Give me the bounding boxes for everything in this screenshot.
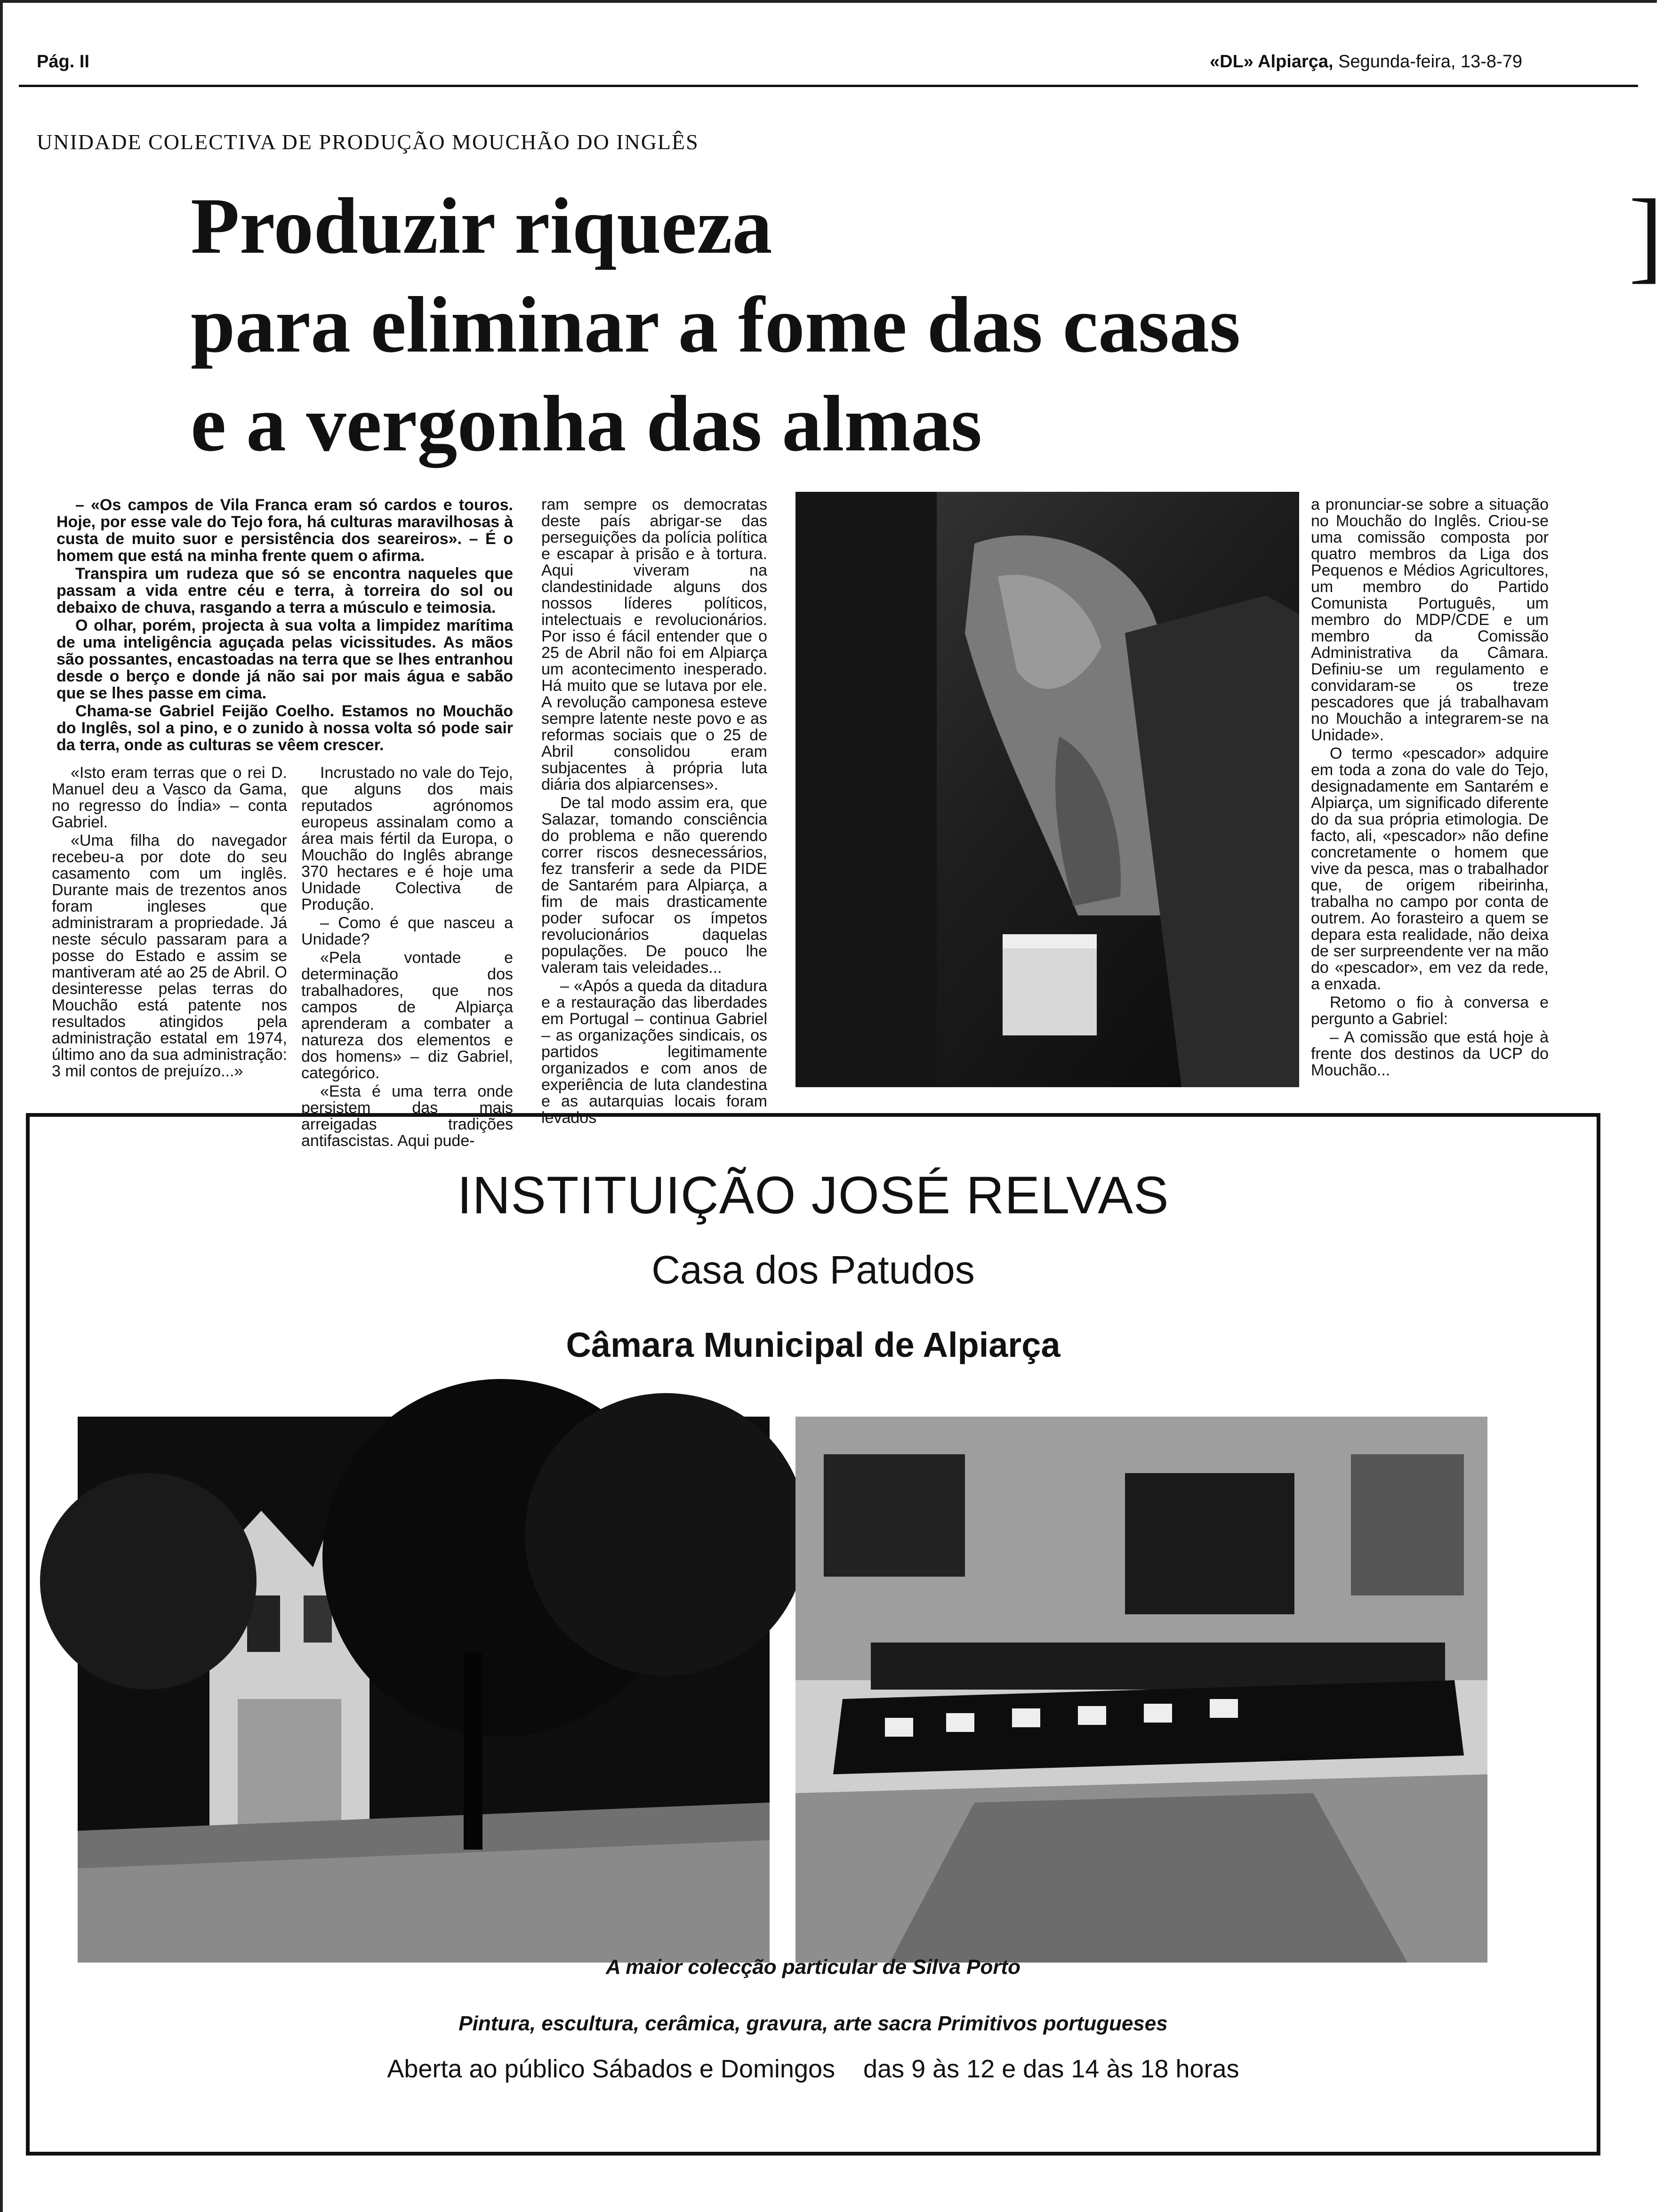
ad-hours-line	[26, 2054, 1600, 2084]
body-paragraph: ram sempre os democratas deste país abrigar-se das perseguições da polícia política e escapar à prisão e à tortura. Aqui viveram na clandestinidade alguns dos nossos líderes políticos, intelectuais e revolucionários. Por isso é fácil entender que o 25 de Abril não foi em Alpiarça um acontecimento inesperado. Há muito que se lutava por ele. A revolução camponesa esteve sempre latente neste povo e as reformas sociais que o 25 de Abril consolidou eram subjacentes à própria luta diária dos alpiarcenses».	[541, 496, 767, 793]
lead-paragraph: Transpira um rudeza que só se encontra naqueles que passam a vida entre céu e terra, à torreira do sol ou debaixo de chuva, rasgando a terra a músculo e teimosia.	[56, 565, 513, 617]
palace-exterior-photo	[78, 1417, 770, 1963]
body-paragraph: De tal modo assim era, que Salazar, tomando consciência do problema e não querendo correr riscos desnecessários, fez transferir a sede da PIDE de Santarém para Alpiarça, a fim de mais drasticamente poder sufocar os ímpetos revolucionários daquelas populações. De pouco lhe valeram tais veleidades...	[541, 794, 767, 977]
ad-subtitle: Casa dos Patudos	[651, 1248, 975, 1292]
article-lead	[56, 497, 513, 754]
body-paragraph: – Como é que nasceu a Unidade?	[301, 914, 513, 948]
article-column-2	[301, 765, 513, 1151]
body-paragraph: «Pela vontade e determinação dos trabalhadores, que nos campos de Alpiarça aprenderam a combater a natureza dos elementos e dos homens» – diz Gabriel, categórico.	[301, 949, 513, 1082]
article-column-4	[1311, 497, 1549, 1081]
header-rule	[19, 85, 1638, 87]
article-kicker: UNIDADE COLECTIVA DE PRODUÇÃO MOUCHÃO DO INGLÊS	[37, 130, 699, 154]
ad-title: INSTITUIÇÃO JOSÉ RELVAS	[457, 1166, 1169, 1225]
ad-municipality: Câmara Municipal de Alpiarça	[566, 1325, 1060, 1364]
body-paragraph: «Uma filha do navegador recebeu-a por dote do seu casamento com um inglês. Durante mais de trezentos anos foram ingleses que administraram a propriedade. Já neste século passaram para a posse do Estado e assim se mantiveram até ao 25 de Abril. O desinteresse pelas terras do Mouchão está patente nos resultados atingidos pela administração estatal em 1974, último ano da sua administração: 3 mil contos de prejuízo...»	[52, 832, 287, 1080]
lead-paragraph: Chama-se Gabriel Feijão Coelho. Estamos no Mouchão do Inglês, sol a pino, e o zunido à nossa volta só pode sair da terra, onde as culturas se vêem crescer.	[56, 702, 513, 754]
headline-line-3: e a vergonha das almas	[191, 379, 982, 468]
body-paragraph: a pronunciar-se sobre a situação no Mouchão do Inglês. Criou-se uma comissão composta por quatro membros da Liga dos Pequenos e Médios Agricultores, um membro do Partido Comunista Português, um membro do MDP/CDE e um membro da Comissão Administrativa da Câmara. Definiu-se um regulamento e convidaram-se os treze pescadores que já trabalhavam no Mouchão a integrarem-se na Unidade».	[1311, 496, 1549, 744]
paper-name: «DL» Alpiarça,	[1210, 52, 1334, 72]
ad-opening-hours: das 9 às 12 e das 14 às 18 horas	[863, 2055, 1239, 2083]
ad-collection-line: A maior colecção particular de Silva Porto	[605, 1956, 1021, 1979]
page-number: Pág. II	[37, 52, 89, 72]
body-paragraph: «Isto eram terras que o rei D. Manuel deu a Vasco da Gama, no regresso do Índia» – conta Gabriel.	[52, 764, 287, 831]
body-paragraph: Retomo o fio à conversa e pergunto a Gabriel:	[1311, 994, 1549, 1028]
ad-opening-days: Aberta ao público Sábados e Domingos	[387, 2055, 836, 2083]
article-headline	[191, 176, 1414, 473]
lead-paragraph: O olhar, porém, projecta à sua volta a limpidez marítima de uma inteligência aguçada pelas vicissitudes. As mãos são possantes, encastoadas na terra que se lhes entranhou desde o berço e donde já não sai por mais água e sabão que se lhes passe em cima.	[56, 617, 513, 702]
masthead-dateline	[1210, 52, 1522, 72]
issue-date: Segunda-feira, 13-8-79	[1338, 52, 1522, 72]
article-column-3	[541, 497, 767, 1128]
margin-bracket: ]	[1629, 178, 1663, 293]
headline-line-1: Produzir riqueza	[191, 182, 772, 270]
headline-line-2: para eliminar a fome das casas	[191, 281, 1241, 369]
article-column-1	[52, 765, 287, 1082]
body-paragraph: «Esta é uma terra onde persistem das mais arreigadas tradições antifascistas. Aqui pude-	[301, 1082, 513, 1150]
worker-photo	[795, 492, 1299, 1087]
lead-paragraph: – «Os campos de Vila Franca eram só cardos e touros. Hoje, por esse vale do Tejo fora, há culturas maravilhosas à custa de muito suor e persistência dos seareiros». – É o homem que está na minha frente quem o afirma.	[56, 496, 513, 565]
body-paragraph: – A comissão que está hoje à frente dos destinos da UCP do Mouchão...	[1311, 1028, 1549, 1079]
body-paragraph: O termo «pescador» adquire em toda a zona do vale do Tejo, designadamente em Santarém e Alpiarça, um significado diferente do da sua própria etimologia. De facto, ali, «pescador» não define concretamente o homem que vive da pesca, mas o trabalhador que, de origem ribeirinha, trabalha no campo por conta de outrem. Ao forasteiro a quem se depara esta realidade, não deixa de ser surpreendente ver na mão do «pescador», em vez da rede, a enxada.	[1311, 745, 1549, 993]
body-paragraph: – «Após a queda da ditadura e a restauração das liberdades em Portugal – continua Gabriel – as organizações sindicais, os partidos legitimamente organizados e com anos de experiência de luta clandestina e as autarquias locais foram levados	[541, 977, 767, 1127]
ad-art-line: Pintura, escultura, cerâmica, gravura, arte sacra Primitivos portugueses	[458, 2012, 1168, 2035]
palace-interior-photo	[795, 1417, 1487, 1963]
body-paragraph: Incrustado no vale do Tejo, que alguns dos mais reputados agrónomos europeus assinalam como a área mais fértil da Europa, o Mouchão do Inglês abrange 370 hectares e é hoje uma Unidade Colectiva de Produção.	[301, 764, 513, 914]
